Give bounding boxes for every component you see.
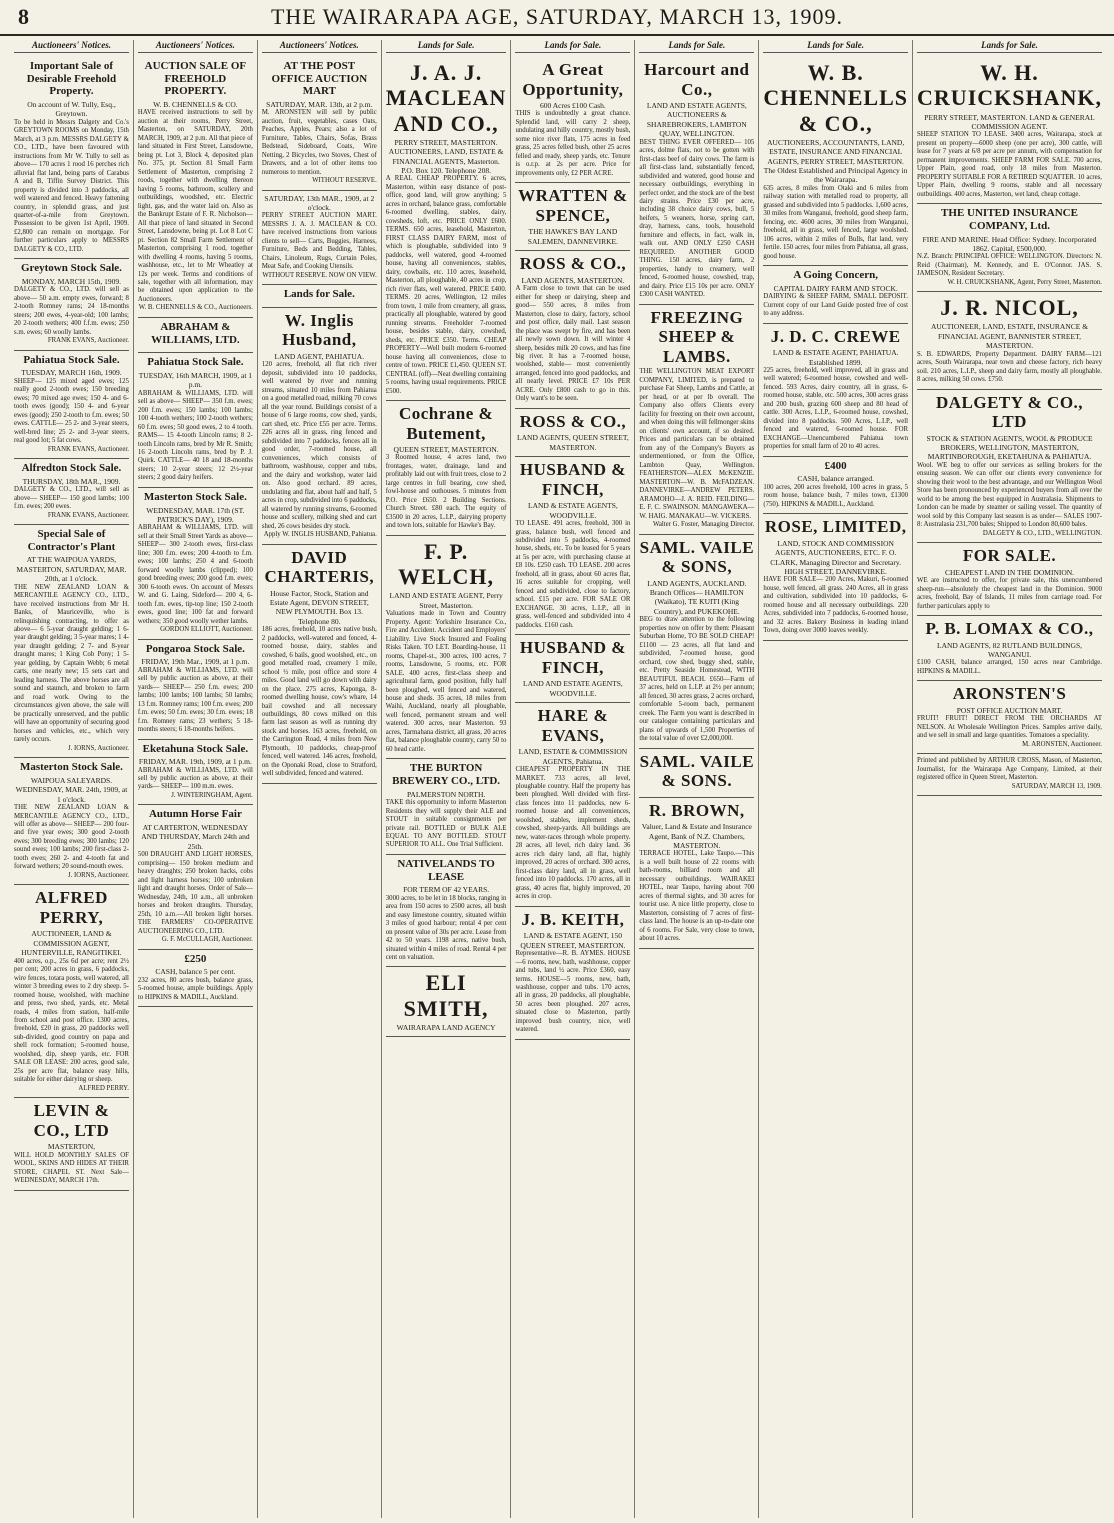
ad-subtitle: QUEEN STREET, MASTERTON.	[393, 445, 499, 455]
ad-body: 635 acres, 8 miles from Otaki and 6 miles from railway station with metalled road to property, all grassed and subdivided into 5 paddocks. 1,600 acres, 30 miles from Wanganui, freehold, good sheep farm, fencing, etc. 4600 acres, 30 miles from Wanganui, freehold, all in grass, well fenced, large woolshed. 106 acres, within 2 miles of Bulls, flat land, very fertile. 150 acres, four miles from Pahiatua, all grass, good house.	[763, 184, 909, 260]
advertisement	[138, 488, 253, 640]
ad-subtitle: SATURDAY, MAR. 13th, at 2 p.m.	[266, 99, 373, 109]
ad-title: J. B. KEITH,	[521, 909, 625, 929]
advertisement	[917, 292, 1102, 389]
ad-body: A REAL CHEAP PROPERTY. 6 acres, Masterton, within easy distance of post-office, good land, will grow anything; 5 acres in orchard, balance grass, comfortable 6-roomed dwelling, stables, dairy, cowsheds, loft, etc. PRICE ONLY £600. TERMS. 650 acres, leasehold, Masterton, FIRST CLASS DAIRY FARM, most of which is ploughable, subdivided into 9 paddocks, well watered, good 4-roomed house, having all conveniences, stables, dairy, cowbails, etc. 110 acres, leasehold, Masterton, all ploughable, 40 acres in crop, rich river flats, well watered. PRICE £400. TERMS. 20 acres, Wellington, 12 miles from town, 1 mile from creamery, all grass, practically all ploughable, watered by good running streams. Freeholder 7-roomed house, besides stable, dairy, cowshed, sheds, etc. PRICE £350. Terms. CHEAP PROPERTY—Well built modern 6-roomed house having all conveniences, close to centre of town. PRICE £1,450. QUEEN ST. CENTRAL (off)—Neat dwelling containing 5 rooms, having usual requirements. PRICE £500.	[385, 175, 507, 395]
ad-body: THIS is undoubtedly a great chance. Splendid land, will carry 2 sheep, undulating and hilly country, mostly bush, some nice river flats, 175 acres in feed grass, 25 acres felled bush, other 25 acres felled and ready, sheep yards, etc. Tenure is o.r.p. at 2s per acre. Price for improvements only, £2 PER ACRE.	[515, 110, 631, 177]
ad-title: HUSBAND & FINCH,	[519, 638, 626, 677]
advertisement	[14, 459, 129, 525]
column-5	[511, 40, 635, 1518]
ad-subtitle: AUCTIONEER, LAND & COMMISSION AGENT, HUNTERVILLE, RANGITIKEI.	[21, 929, 122, 958]
column-4	[382, 40, 512, 1518]
advertisement	[262, 285, 377, 308]
ad-subtitle: FOR TERM OF 42 YEARS.	[403, 885, 490, 895]
advertisement	[515, 409, 630, 457]
ad-body: 186 acres, freehold, 10 acres native bush, 2 paddocks, well-watered and fenced, 4-roomed house, dairy, stables and cowshed, 6 bails, good woolshed, etc., on good metalled road, creamery 1 mile, school ½ mile, post office and store 4 miles. Good land will go down with dairy on the place. 275 acres, Kaponga, 8-roomed dwelling house, cow's whare, 14 bail cowshed and all necessary outbuildings, 80 cows milked on this farm last season as well as running dry stock and horses. 163 acres, freehold, on the Carrington Road, 4 miles from New Plymouth, 10 paddocks, cheap-proof fenced, well watered. 146 acres, freehold, on the Oponaki Road, close to Stratford, well subdivided, fenced and watered.	[261, 626, 377, 778]
ad-title: HARE & EVANS,	[537, 706, 609, 745]
ad-title: ABRAHAM & WILLIAMS, LTD.	[151, 320, 240, 346]
ad-title: A Great Opportunity,	[522, 60, 624, 99]
ad-signature: Walter G. Foster, Managing Director.	[653, 521, 755, 529]
ad-body: ABRAHAM & WILLIAMS, LTD. will sell by public auction as above, at their yards— SHEEP— 250 f.m. ewes; 200 lambs; 100 lambs; 100 lambs; 50 lambs; 13 f.m. Romney rams; 100 f.m. ewes; 200 f.m. ewes; 50 f.m. ewes; 30 f.m. ewes; 18 f.m. Romney rams; 23 wethers; 5 18-months steers; 6 18-months heifers.	[137, 666, 253, 734]
advertisement	[763, 266, 908, 323]
advertisement	[138, 805, 253, 949]
ad-signature: W. H. CRUICKSHANK, Agent, Perry Street, Masterton.	[947, 278, 1102, 286]
ad-title: Lands for Sale.	[283, 288, 355, 301]
ad-title: FOR SALE.	[962, 546, 1057, 566]
newspaper-columns	[10, 40, 1106, 1518]
ad-body: DAIRYING & SHEEP FARM, SMALL DEPOSIT. Current copy of our Land Guide posted free of cost to any address.	[763, 293, 909, 318]
ad-title: LEVIN & CO., LTD	[33, 1101, 110, 1140]
ad-signature: FRANK EVANS, Auctioneer.	[47, 337, 129, 345]
ad-subtitle: AUCTIONEERS, ACCOUNTANTS, LAND, ESTATE, INSURANCE AND FINANCIAL AGENTS, PERRY STREET, MASTERTON. The Oldest Established and Principal Agency in the Wairarapa.	[763, 137, 908, 185]
ad-title: THE BURTON BREWERY CO., LTD.	[392, 762, 501, 788]
ad-body: Printed and published by ARTHUR CROSS, Mason, of Masterton, Journalist, for the Wairarapa Age Company, Limited, at their registered office in Queen Street, Masterton.	[917, 757, 1102, 782]
ad-body: SHEEP— 125 mixed aged ewes; 125 really good 2-tooth ewes; 150 breeding ewes; 70 mixed age ewes; 150 4- and 6-tooth ewes (good); 150 4- and 6-year ewes (good); 250 2-tooth to f.m. ewes; 50 ewes. CATTLE— 25 2- and 3-year steers, well-bred line; 25 2- and 3-year steers, real good lot; 5 fat cows.	[14, 377, 129, 445]
ad-title: W. B. CHENNELLS & CO.,	[763, 60, 909, 136]
ad-body: PERRY STREET AUCTION MART. MESSRS J. A. J. MACLEAN & CO. have received instructions from various clients to sell— Carts, Buggies, Harness, Furniture, Beds and Bedding, Tables, Chairs, Linoleum, Rugs, Curtain Poles, Meat Safe, and Cooking Utensils.	[261, 212, 377, 271]
ad-title: ROSS & CO.,	[519, 411, 627, 431]
ad-subtitle: CASH, balance 5 per cent.	[155, 967, 236, 977]
ad-signature: SATURDAY, MARCH 13, 1909.	[1011, 782, 1102, 790]
ad-signature: J. WINTERINGHAM, Agent.	[171, 791, 253, 799]
advertisement	[262, 191, 377, 286]
column-6	[635, 40, 759, 1518]
ad-title: SAML. VAILE & SONS,	[639, 537, 755, 577]
ad-subtitle: CAPITAL DAIRY FARM AND STOCK.	[773, 283, 898, 293]
ad-body: DALGETY & CO., LTD. will sell as above— 50 a.m. empty ewes, forward; 8 2-tooth Romney rams; 24 18-months steers; 200 ewes, 4-year-old; 100 lambs; 20 2-tooth wethers; 400 f.f.m. ewes; 250 s.m. ewes; 60 woolly lambs.	[14, 286, 129, 336]
ad-subtitle: MASTERTON,	[47, 1142, 96, 1152]
column-header: Auctioneers' Notices.	[138, 40, 253, 53]
ad-subtitle: AUCTIONEER, LAND, ESTATE, INSURANCE & FINANCIAL AGENT, BANNISTER STREET, MASTERTON.	[930, 322, 1089, 351]
ad-subtitle: LAND AND ESTATE AGENTS, AUCTIONEERS & SHAREBROKERS, LAMBTON QUAY, WELLINGTON.	[646, 101, 747, 139]
advertisement	[917, 543, 1102, 616]
ad-title: W. H. CRUICKSHANK,	[917, 60, 1102, 111]
advertisement	[14, 885, 129, 1098]
ad-body: WE are instructed to offer, for private sale, this unencumbered sheep-run—absolutely the cheapest land in the Dominion. 9000 acres, freehold, Bay of Islands, 11 miles from carriage road. For further particulars apply to	[917, 577, 1102, 610]
ad-body: HAVE FOR SALE— 200 Acres, Makuri, 6-roomed house, well fenced, all grass. 240 Acres, all in grass and cultivation, subdivided into 10 paddocks, 6-roomed house and all necessary outbuildings. 220 Acres, subdivided into 7 paddocks, 6-roomed house, and 32 acres. Bakery Business in leading inland Town, doing over 3000 loaves weekly.	[763, 576, 909, 635]
advertisement	[515, 907, 630, 1040]
ad-signature: W. B. CHENNELLS & CO., Auctioneers.	[138, 304, 253, 312]
advertisement	[386, 759, 507, 855]
ad-subtitle: LAND & ESTATE AGENTS, WOODVILLE.	[527, 501, 618, 520]
ad-subtitle: LAND AGENT, PAHIATUA.	[274, 352, 365, 362]
ad-title: Pongaroa Stock Sale.	[145, 642, 245, 655]
ad-subtitle: WAIRARAPA LAND AGENCY	[396, 1023, 496, 1033]
ad-subtitle: FRIDAY, MAR. 19th, 1909, at 1 p.m.	[138, 757, 252, 767]
ad-signature: J. IORNS, Auctioneer.	[67, 871, 129, 879]
advertisement	[639, 798, 754, 949]
column-header: Auctioneers' Notices.	[14, 40, 129, 53]
ad-body: THE NEW ZEALAND LOAN & MERCANTILE AGENCY CO., LTD., will offer as above— SHEEP— 200 four-and five year ewes; 300 good 2-tooth ewes; 300 breeding ewes; 300 lambs; 120 sound ewes; 100 lambs; 200 first-class 2-tooth ewes; 260 2- and 4-tooth fat and forward wethers; 20 sound-mouth ewes.	[14, 804, 129, 871]
ad-subtitle: W. B. CHENNELLS & CO.	[153, 99, 238, 109]
advertisement	[763, 57, 908, 266]
advertisement	[515, 57, 630, 183]
advertisement	[515, 635, 630, 703]
advertisement	[262, 545, 377, 784]
advertisement	[138, 950, 253, 1007]
ad-title: Masterton Stock Sale.	[143, 490, 247, 503]
ad-title: THE UNITED INSURANCE COMPANY, Ltd.	[941, 207, 1078, 232]
ad-body: BEG to draw attention to the following properties now on offer by them: Pleasant Suburban Home, TO BE SOLD CHEAP! £1100 — 23 acres, all flat land and subdivided, 7-roomed house, good orchard, cow shed, buggy shed, stable, etc. Pretty Seaside Homestead, WITH BEAUTIFUL BEACH. £650—Farm of 37 acres, held on L.I.P. at 2½ per annum; all fenced, 30 acres grass, 2 acres orchard, comfortable 5-room bach, permanent creek. The Farm you want is described in our catalogue containing particulars and plans of upwards of 1,500 Properties of the total value of over £2,000,000.	[639, 616, 755, 743]
ad-body: WILL HOLD MONTHLY SALES OF WOOL, SKINS AND HIDES AT THEIR STORE, CHAPEL ST. Next Sale— WEDNESDAY, MARCH 17th.	[14, 1151, 129, 1185]
ad-subtitle: House Factor, Stock, Station and Estate Agent, DEVON STREET, NEW PLYMOUTH. Box 13. Telephone 80.	[269, 588, 369, 626]
advertisement	[763, 457, 908, 514]
ad-subtitle: On account of W. Tully, Esq., Greytown.	[27, 99, 116, 119]
ad-title: P. B. LOMAX & CO.,	[925, 618, 1094, 638]
advertisement	[14, 351, 129, 459]
ad-signature: G. F. McCULLAGH, Auctioneer.	[161, 936, 253, 944]
advertisement	[515, 703, 630, 907]
ad-signature: GORDON ELLIOTT, Auctioneer.	[160, 626, 253, 634]
ad-body: ABRAHAM & WILLIAMS, LTD. will sell at their Small Street Yards as above— SHEEP— 300 2-tooth ewes, first-class line; 300 f.m. ewes; 200 4-tooth to f.m. ewes; 100 lambs; 250 4 and 6-tooth forward woolly lambs (clipped); 100 good breeding ewes; 200 good f.m. ewes; 300 6-tooth ewes. On account of Messrs W. and G. Laing, Sideford— 200 4, 6-tooth f.m. ewes, tip-top line; 150 2-tooth ewes, good line; 100 fat and forward wethers; 350 good woolly wether lambs.	[137, 524, 253, 625]
advertisement	[639, 535, 754, 749]
ad-title: Masterton Stock Sale.	[19, 761, 123, 774]
column-header: Auctioneers' Notices.	[262, 40, 377, 53]
ad-title: Greytown Stock Sale.	[20, 262, 122, 275]
ad-body: CHEAPEST PROPERTY IN THE MARKET. 733 acres, all level, ploughable country. Half the property has been ploughed. Well divided with first-class fences into 11 paddocks, new 6-roomed house and all conveniences, woolshed, stables, implement sheds, cowshed, sheep-yards. All buildings are new, water-races through whole property. 28 acres, all level, rich dairy land. 36 acres rich dairy land, all flat, highly improved, 20 acres of orchard. 300 acres, first-class dairy land, all in grass, well fenced into 10 paddocks. 170 acres, all in grass, 40 acres flat, highly improved, 20 acres in crop.	[515, 766, 631, 901]
ad-title: DALGETY & CO., LTD	[935, 392, 1084, 432]
ad-signature: FRANK EVANS, Auctioneer.	[47, 445, 129, 453]
ad-subtitle: THE HAWKE'S BAY LAND SALEMEN, DANNEVIRKE.	[527, 227, 618, 246]
ad-title: ARONSTEN'S	[952, 684, 1067, 704]
advertisement	[515, 183, 630, 251]
column-header: Lands for Sale.	[386, 40, 507, 53]
column-header: Lands for Sale.	[515, 40, 630, 53]
ad-subtitle: Valuer, Land & Estate and Insurance Agent, Bank of N.Z. Chambers, MASTERTON.	[641, 822, 752, 850]
ad-body: 100 acres, 200 acres freehold, 100 acres in grass, 5 room house, balance bush, 7 miles town, £1300 (750). HIPKINS & MADILL, Auckland.	[763, 483, 909, 508]
advertisement	[386, 855, 507, 968]
page-number: 8	[18, 4, 29, 29]
ad-body: Representative—R. B. AYMES. HOUSE—6 rooms, new, bath, washhouse, copper and tubs, land ½ acre. Price £360, easy terms. HOUSE—5 rooms, new, bath, washhouse, copper and tubs. 170 acres, all in grass, 20 paddocks, all ploughable, 50 acres been ploughed. 207 acres, situated close to Masterton, partly improved bush country, nice, well watered.	[515, 950, 631, 1034]
column-7	[759, 40, 913, 1518]
ad-body: Valuations made in Town and Country Property. Agent: Yorkshire Insurance Co., Fire and Accident. Accident and Employers' Liability. Live Stock Insured and Foaling Risks Taken. TO LET. Boarding-house, 11 rooms, Chapel-st., 300 acres, 100 acres, 7 rooms, Lansdowne, 5 rooms, etc. FOR SALE. 400 acres, first-class sheep and agricultural farm, good position, fully half been ploughed, well fenced and watered, house and sheds. 35 acres, 18 miles from Waihi, Auckland, nearly all ploughable, well fenced, permanent stream and well watered. 300 acres, near Masterton. 93 acres, Tarmahana district, all grass, 20 acres flat, balance ploughable country, carry 50 to 60 head cattle.	[385, 610, 507, 753]
ad-body: THE NEW ZEALAND LOAN & MERCANTILE AGENCY CO., LTD., have received instructions from Mr H. Banks, of Mauriceville, who is relinquishing contracting, to offer as above— 6 5-year draught gelding; 1 6-year draught gelding; 3 5-year mares; 1 4-year draught gelding; 2 7- and 8-year draught mares; 1 King Cob Pony; 1 5-year gelding, by Captain Webb; 6 metal carts, one nearly new; 15 sets cart and leading harness. The above horses are all sound and staunch, and broken to farm and road work. Owing to the circumstances given above, the sale will be practically unreserved, and the public will have an opportunity of securing good horses and vehicles, etc., which very rarely occurs.	[14, 583, 129, 744]
advertisement	[386, 57, 507, 401]
ad-body: 3000 acres, to be let in 18 blocks, ranging in area from 150 acres to 2500 acres, all bush and easy limestone country, situated within 3 miles of good harbour; rental 4 per cent on present value of 30s per acre. Lease from 42 to 50 years. 1198 acres, native bush, situated within 4 miles of road. Rental 4 per cent on valuation.	[385, 894, 507, 961]
advertisement	[515, 251, 630, 409]
ad-title: AUCTION SALE OF FREEHOLD PROPERTY.	[144, 60, 247, 98]
column-3	[258, 40, 382, 1518]
ad-body: S. B. EDWARDS, Property Department. DAIRY FARM—121 acres, South Wairarapa, near town and cheese factory, rich heavy soil. 210 acres, L.I.P., sheep and dairy farm, mostly all ploughable. 8 acres, milking 50 cows. £750.	[917, 350, 1102, 384]
ad-subtitle: LAND & ESTATE AGENT, 150 QUEEN STREET, MASTERTON.	[520, 931, 626, 950]
ad-body: DALGETY & CO., LTD., will sell as above— SHEEP— 150 good lambs; 100 f.m. ewes; 200 ewes.	[14, 486, 129, 511]
advertisement	[14, 525, 129, 758]
ad-title: Pahiatua Stock Sale.	[23, 353, 120, 366]
ad-body: TAKE this opportunity to inform Masterton Residents they will supply their ALE and STOUT in suitable consignments per private rail. BOTTLED or BULK ALE EQUAL TO ANY BOTTLED. STOUT SUPERIOR TO ALL. One Trial Sufficient.	[385, 799, 507, 849]
ad-title: Harcourt and Co.,	[644, 60, 750, 99]
ad-subtitle: LAND AND ESTATE AGENTS, WOODVILLE.	[522, 679, 623, 698]
advertisement	[138, 640, 253, 740]
ad-subtitle: POST OFFICE AUCTION MART.	[956, 705, 1063, 715]
ad-title: ELI SMITH,	[403, 970, 489, 1021]
ad-title: Pahiatua Stock Sale.	[147, 356, 244, 369]
column-header: Lands for Sale.	[639, 40, 754, 53]
ad-subtitle: MONDAY, MARCH 15th, 1909.	[21, 277, 122, 287]
ad-title: HUSBAND & FINCH,	[519, 460, 626, 499]
ad-body: THE WELLINGTON MEAT EXPORT COMPANY, LIMITED, is prepared to purchase Fat Sheep, Lambs and Cattle, at per head, or at per lb overall. The Company also offers Clients every facility for freezing on their own account, and when doing this will fellmonger skins on clients' own account, if so desired. Prices and particulars can be obtained from any of the Company's Buyers as undermentioned, or from the Office, Lambton Quay, Wellington. FEATHERSTON—ALEX McKENZIE. MASTERTON—W. B. McFADZEAN. DANNEVIRKE—ANDREW PETERS. ARAMOHO—J. A. REID. FEILDING—E. F. C. SWAINSON. MANGAWEKA—W. HAIG. MANAKAU—W. VICKERS.	[639, 368, 755, 520]
ad-subtitle: FRIDAY, 19th Mar., 1909, at 1 p.m.	[141, 657, 250, 667]
advertisement	[138, 740, 253, 806]
advertisement	[14, 1098, 129, 1190]
ad-signature: ALFRED PERRY.	[78, 1084, 129, 1092]
advertisement	[763, 324, 908, 457]
advertisement	[917, 681, 1102, 754]
ad-subtitle: WAIPOUA SALEYARDS. WEDNESDAY, MAR. 24th, 1909, at 1 o'clock.	[15, 775, 128, 804]
advertisement	[917, 754, 1102, 796]
ad-title: Special Sale of Contractor's Plant	[27, 528, 116, 553]
advertisement	[262, 308, 377, 545]
ad-body: HAVE received instructions to sell by auction at their rooms, Perry Street, Masterton, on SATURDAY, 20th MARCH, 1909, at 2 p.m. All that piece of land situated in First Street, Lansdowne, being pt. Lot 3, Block 4, deposited plan No. 375, pt. Section 81 Small Farm Settlement of Masterton, comprising 2 roods, together with dwelling thereon having 5 rooms, bathroom, scullery and outbuildings, woodshed, etc. Electric light, gas, and the water laid on. Also as the Bankrupt Estate of F. R. Nicholson— All that piece of land situated in Second Street, Lansdowne, being pt. Lot 8 Lot C pt. Section 82 Small Farm Settlement of Masterton, comprising 1 rood, together with dwelling 4 rooms, having 5 rooms, washhouse, etc., let to Mr Wheatley at 12s per week. Terms and conditions of sale, together with all information, may be obtained upon application to the Auctioneers.	[137, 109, 253, 303]
ad-body: £100 CASH, balance arranged, 150 acres near Cambridge. HIPKINS & MADILL.	[917, 659, 1102, 675]
ad-subtitle: SATURDAY, 13th MAR., 1909, at 2 o'clock.	[264, 193, 375, 213]
ad-title: Important Sale of Desirable Freehold Property.	[26, 60, 117, 98]
ad-title: ROSS & CO.,	[519, 254, 627, 274]
advertisement	[262, 57, 377, 191]
ad-title: R. BROWN,	[649, 800, 745, 820]
ad-signature: Apply W. INGLIS HUSBAND, Pahiatua.	[263, 531, 377, 539]
ad-signature: M. ARONSTEN, Auctioneer.	[1022, 740, 1102, 748]
advertisement	[14, 758, 129, 885]
ad-subtitle: LAND AND ESTATE AGENT, Perry Street, Masterton.	[389, 591, 503, 610]
ad-body: 225 acres, freehold, well improved, all in grass and well watered; 6-roomed house, cowshed and well-fenced. 593 Acres, dairy country, all in grass, 6-roomed house, stable, etc. 500 acres, 300 acres grass and 200 bush, grazing 600 sheep and 80 head of cattle. 300 Acres, L.I.P., 6-roomed house, cowshed, divided into 8 paddocks. 500 Acres, L.I.P., well fenced and watered, 6-roomed house. FOR EXCHANGE—Unencumbered Pahiatua town properties for small farm of 20 to 40 acres.	[763, 366, 909, 451]
ad-title: J. A. J. MACLEAN AND CO.,	[385, 60, 507, 136]
advertisement	[386, 536, 507, 760]
ad-body: 3 Roomed house, 4 acres land, two frontages, water, drainage, land and profitably laid out with fruit trees, close to 2 large centres in full bearing, cow shed, fowl-house and outhouses. 5 minutes from P.O. Price £650. 2 Building Sections. Church Street. £80 each. The equity of £3500 in 20 acres, L.I.P., dairying property and town lots, suitable for Hawke's Bay.	[385, 454, 507, 530]
advertisement	[138, 318, 253, 353]
ad-signature: DALGETY & CO., LTD., WELLINGTON.	[982, 529, 1102, 537]
ad-title: FREEZING SHEEP & LAMBS.	[650, 307, 744, 366]
ad-body: 120 acres, freehold, all flat rich river deposit, subdivided into 10 paddocks, well watered by river and running streams, situated 10 miles from Pahiatua on a good metalled road, milking 70 cows all the year round. Buildings consist of a house of 6 large rooms, cow shed, yards, cart shed, etc. Price £55 per acre. Terms. 226 acres all in grass, ring fenced and subdivided into 7 paddocks, fences all in good order, 7-roomed house, all conveniences, which consists of bathroom, washhouse, copper and tubs, and the dairy and workshop, water laid on. Also good orchard. 89 acres, undulating and flat, about half and half, 5 acres in crop, subdivided into 6 paddocks, all watered by running streams, 6-roomed house and scullery, milking shed and cart shed, 26 cows besides dry stock.	[261, 361, 377, 530]
masthead	[0, 0, 1114, 36]
ad-subtitle: AT CARTERTON, WEDNESDAY AND THURSDAY, March 24th and 25th.	[141, 823, 250, 851]
ad-body: TO LEASE. 491 acres, freehold, 300 in grass, balance bush, well fenced and subdivided into 5 paddocks, 4-roomed house, sheds, etc. To be leased for 5 years at 5s per acre, with purchasing clause at £8 10s. £250 cash. TO LEASE. 200 acres freehold, all in grass, about 60 acres flat, 16 acres suitable for cropping, well fenced and subdivided, close to factory, school. £15 per acre. FOR SALE OR EXCHANGE. 30 acres, L.I.P., all in grass, well-fenced and subdivided into 4 paddocks. £160 cash.	[515, 520, 631, 629]
ad-subtitle: LAND, ESTATE & COMMISSION AGENTS, Pahiatua.	[518, 747, 628, 766]
ad-title: ALFRED PERRY,	[35, 888, 108, 927]
ad-subtitle: LAND AGENTS, 82 RUTLAND BUILDINGS, WANGANUI.	[937, 640, 1083, 659]
ad-subtitle: PALMERSTON NORTH.	[406, 789, 486, 799]
ad-body: BEST THING EVER OFFERED— 105 acres, dolme flats, not to be gotten with first-class beef of dairy cows. The farm is all first-class land, substantially fenced, subdivided and watered, good house and necessary outbuildings, everything in perfect order, and the stock are of the best dairy strains. Price £30 per acre, including 38 choice dairy cows, bull, 5 heifers, 5 weaners, horse, spring cart, dray, harness, cans, tools, household furniture and effects, in fact, walk in, walk out. AND ONLY £250 CASH REQUIRED. ANOTHER GOOD THING. 150 acres, dairy farm, 2 properties, handy to creamery, well fenced, 6-roomed house, cowshed, trap, and dairy. Price £15 10s per acre. ONLY £300 CASH WANTED.	[639, 138, 755, 299]
ad-title: Alfredton Stock Sale.	[21, 462, 122, 475]
ad-body: M. ARONSTEN will sell by public auction, fruit, vegetables, cases Oats, Peaches, Apples, Pears; also a lot of Furniture, Tables, Chairs, Sofas, Brass Bedstead, Sideboard, Coats, Wire Netting, 2 Bicycles, two Stoves, Chest of Drawers, and a lot of other items too numerous to mention.	[261, 109, 377, 176]
ad-body: 232 acres, 80 acres bush, balance grass, 5-roomed house, ample buildings. Apply to HIPKINS & MADILL, Auckland.	[137, 976, 253, 1001]
advertisement	[917, 616, 1102, 681]
advertisement	[917, 390, 1102, 544]
ad-title: WRATTEN & SPENCE,	[518, 186, 628, 225]
ad-subtitle: CHEAPEST LAND IN THE DOMINION.	[944, 567, 1075, 577]
ad-title: £250	[184, 952, 207, 965]
ad-title: NATIVELANDS TO LEASE	[397, 857, 495, 883]
advertisement	[138, 353, 253, 488]
ad-body: To be held in Messrs Dalgety and Co.'s GREYTOWN ROOMS on Monday, 15th March, at 3 p.m. MESSRS DALGETY & CO., LTD., have been favoured with instructions from Mr W. Tully to sell as above— 170 acres 1 rood 16 perches rich alluvial flat land, being parts of Carabus A and B, Tiffin Survey District. This property is divided into 3 paddocks, all well watered and fenced. Heavy fattening country, in splendid grass, and just quarter-of-a-mile from Greytown. Possession to be given 1st April, 1909. £2,800 can remain on mortgage. For further particulars apply to MESSRS DALGETY & CO., LTD.	[14, 118, 129, 253]
ad-body: TERRACE HOTEL, Lake Taupo.—This is a well built house of 22 rooms with bath-rooms, billiard room and all necessary outbuildings. WAIRAKEI HOTEL, near Taupo, having about 700 acres of thermal sights, and 30 acres for tourist use. A nice little property, close to Masterton, consisting of 7 acres of first-class land. The house is an up-to-date one of 6 rooms. For Sale, very close to town, about 10 acres.	[639, 850, 755, 943]
column-1	[10, 40, 134, 1518]
ad-signature: WITHOUT RESERVE. NOW ON VIEW.	[262, 271, 377, 279]
ad-subtitle: LAND AGENTS, QUEEN STREET, MASTERTON.	[517, 433, 629, 452]
ad-subtitle: 600 Acres £100 Cash.	[539, 101, 606, 111]
ad-subtitle: LAND, STOCK AND COMMISSION AGENTS, AUCTIONEERS, ETC. F. O. CLARK, Managing Director and Secretary. HIGH STREET, DANNEVIRKE.	[770, 538, 902, 576]
column-header: Lands for Sale.	[763, 40, 908, 53]
ad-title: ROSE, LIMITED,	[764, 517, 907, 537]
ad-subtitle: LAND AGENTS, AUCKLAND. Branch Offices— HAMILTON (Waikato), TE KUITI (King Country), and PUKEKOHE.	[647, 578, 747, 616]
ad-title: F. P. WELCH,	[398, 538, 495, 590]
ad-subtitle: PERRY STREET, MASTERTON. LAND & GENERAL COMMISSION AGENT.	[924, 112, 1095, 131]
ad-title: DAVID CHARTERIS,	[264, 547, 375, 587]
advertisement	[386, 967, 507, 1037]
advertisement	[917, 204, 1102, 292]
ad-body: 500 DRAUGHT AND LIGHT HORSES, comprising— 150 broken medium and heavy draughts; 250 broken hacks, cobs and light harness horses; 100 unbroken light and draught horses. Order of Sale— Wednesday, 24th, 10 a.m., all unbroken horses and broken draughts. Thursday, 25th, 10 a.m.—All broken light horses. THE FARMERS' CO-OPERATIVE AUCTIONEERING CO., LTD.	[137, 851, 253, 935]
ad-title: W. Inglis Husband,	[282, 310, 357, 350]
ad-subtitle: LAND & ESTATE AGENT, PAHIATUA. Established 1899.	[772, 348, 899, 367]
ad-subtitle: CASH, balance arranged.	[797, 474, 874, 484]
ad-body: SHEEP STATION TO LEASE. 3400 acres, Wairarapa, stock at present on property—6000 sheep (one per acre), 300 cattle, will lease for 7 years at 6/8 per acre per annum, with compensation for permanent improvements. SHEEP FARM FOR SALE. 700 acres, Upper Plain, good road, only 18 miles from Masterton. PROPERTY SUITABLE FOR A RETIRED SQUATTER. 10 acres, Upper Plain, dwelling 9 rooms, stable and all necessary outbuildings. 400 acres, Masterton, wet land, cheap cottage.	[917, 131, 1102, 198]
ad-body: FRUIT! FRUIT! DIRECT FROM THE ORCHARDS AT NELSON. At Wholesale Wellington Prices. Samples arrive daily, and we sell in small and large quantities. Tomatoes a speciality.	[917, 715, 1102, 740]
ad-signature: WITHOUT RESERVE.	[312, 177, 377, 185]
column-8	[913, 40, 1106, 1518]
ad-title: £400	[824, 459, 847, 472]
ad-subtitle: AT THE WAIPOUA YARDS, MASTERTON, SATURDAY, MAR. 20th, at 1 o'clock.	[16, 555, 127, 584]
ad-body: ABRAHAM & WILLIAMS, LTD. will sell by public auction as above, at their yards— SHEEP— 100 m.m. ewes.	[137, 766, 253, 791]
advertisement	[763, 514, 908, 640]
ad-signature: J. IORNS, Auctioneer.	[67, 744, 129, 752]
ad-subtitle: FIRE AND MARINE. Head Office: Sydney. Incorporated 1862. Capital, £500,000.	[922, 234, 1097, 253]
ad-subtitle: TUESDAY, MARCH 16th, 1909.	[21, 368, 122, 378]
ad-subtitle: THURSDAY, 18th MAR., 1909.	[22, 476, 121, 486]
column-2	[134, 40, 258, 1518]
advertisement	[515, 457, 630, 635]
ad-title: AT THE POST OFFICE AUCTION MART	[271, 60, 368, 98]
ad-title: SAML. VAILE & SONS.	[639, 751, 755, 791]
newspaper-title: THE WAIRARAPA AGE, SATURDAY, MARCH 13, 1909.	[270, 4, 844, 29]
ad-title: Eketahuna Stock Sale.	[142, 742, 249, 755]
advertisement	[917, 57, 1102, 204]
ad-title: J. R. NICOL,	[940, 295, 1079, 321]
ad-title: J. D. C. CREWE	[770, 326, 901, 346]
ad-title: Cochrane & Butement,	[398, 403, 494, 443]
ad-subtitle: LAND AGENTS, MASTERTON.	[521, 275, 625, 285]
advertisement	[14, 57, 129, 259]
advertisement	[386, 401, 507, 536]
advertisement	[639, 749, 754, 798]
ad-subtitle: PERRY STREET, MASTERTON. AUCTIONEERS, LAND, ESTATE & FINANCIAL AGENTS, Masterton. P.O. Box 120. Telephone 208.	[388, 137, 504, 176]
ad-subtitle: WEDNESDAY, MAR. 17th (ST. PATRICK'S DAY), 1909.	[146, 505, 245, 524]
ad-body: Wool. WE beg to offer our services as selling brokers for the ensuing season. We can offer our clients every convenience for showing their wool to the best advantage, and our Wellington Wool Store has been pronounced by experienced buyers from all over the world to be among the best equipped in Australasia. Shipments to London can be made by steamer or sailing vessel. The quantity of wool sold by this Company last season is as under— SALES 1907-8: Australasia 231,700 bales; Shipped to London 80,600 bales.	[917, 461, 1102, 529]
advertisement	[639, 305, 754, 535]
ad-body: N.Z. Branch: PRINCIPAL OFFICE: WELLINGTON. Directors: N. Reid (Chairman), M. Kennedy, and E. O'Connor. JAS. S. JAMESON, Resident Secretary.	[917, 253, 1102, 278]
advertisement	[138, 57, 253, 318]
ad-body: ABRAHAM & WILLIAMS, LTD. will sell as above— SHEEP— 350 f.m. ewes; 200 f.m. ewes; 150 lambs; 100 lambs; 100 4-tooth wethers; 100 2-tooth wethers; 60 f.m. ewes; 50 good ewes, 2 to 4 tooth. RAMS— 15 4-tooth Lincoln rams; 8 2-tooth Lincoln rams, bred by Mr R. Smith; 16 2-tooth Lincoln rams, bred by P. J. Quirk. CATTLE— 40 18 and 18-months steers; 10 2-year steers; 12 2½-year steers; 2 good dairy heifers.	[137, 389, 253, 482]
advertisement	[14, 259, 129, 350]
column-header: Lands for Sale.	[917, 40, 1102, 53]
ad-subtitle: STOCK & STATION AGENTS, WOOL & PRODUCE BROKERS, WELLINGTON, MASTERTON, MARTINBOROUGH, EKETAHUNA & PAHIATUA.	[926, 433, 1093, 462]
ad-body: A Farm close to town that can be used either for sheep or dairying, sheep and good— 550 acres, 8 miles from Masterton, close to dairy, factory, school and post office, daily mail. Last season the place was swept by fire, and has been all newly sown down. It will winter 4 sheep, besides milk 20 cows, and has fine big river. It has a 7-roomed house, woolshed, stable— most conveniently arranged, fenced into good paddocks, and all nearly level. PRICE £7 10s PER ACRE. Only £800 cash to go in this. Only want's to be seen.	[515, 285, 631, 403]
ad-subtitle: TUESDAY, 16th MARCH, 1909, at 1 p.m.	[138, 370, 253, 390]
ad-title: Autumn Horse Fair	[148, 808, 242, 821]
ad-title: A Going Concern,	[793, 269, 878, 282]
advertisement	[639, 57, 754, 305]
ad-body: 400 acres, o.p., 25s 6d per acre; rent 2½ per cent; 200 acres in grass, 6 paddocks, wire fences, totara posts, well watered, all winter 3 breeding ewes to 2 dry sheep. 5-roomed house, woolshed, with machine and press, two shed, yards, etc. Metal roads, 4 miles from station, half-mile from school and post office. 1300 acres, freehold, £20 in grass, 20 paddocks well sub-divided, good country on papa and shell rock formation; 5-roomed house, woolshed, dip, sheep yards, etc. FOR SALE OR LEASE: 200 acres, good sale, 25s per acre flat, balance easy hills, suitable for either dairying or sheep.	[14, 957, 129, 1084]
ad-signature: FRANK EVANS, Auctioneer.	[47, 511, 129, 519]
